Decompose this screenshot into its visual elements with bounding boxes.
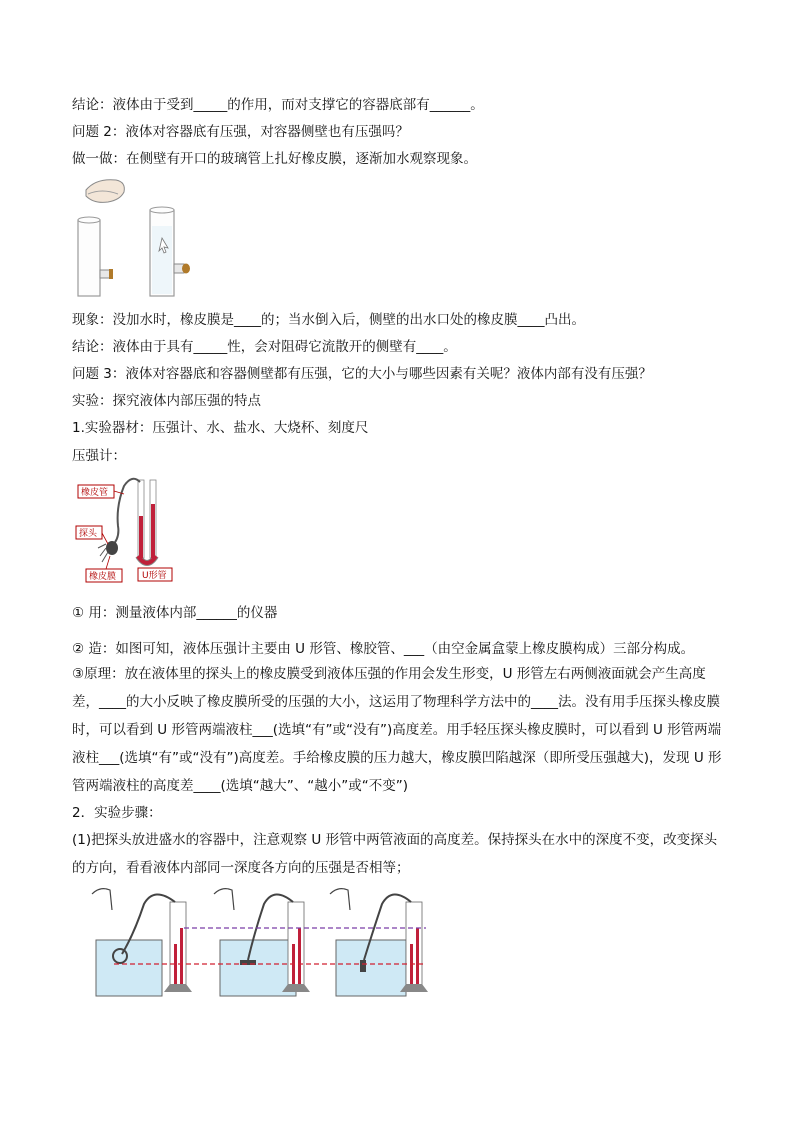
materials: 1.实验器材：压强计、水、盐水、大烧杯、刻度尺: [72, 420, 369, 436]
structure-line: ② 造：如图可知，液体压强计主要由 U 形管、橡胶管、___（由空金属盒蒙上橡皮膜构成）三部分构成。: [72, 641, 695, 657]
steps-heading: 2．实验步骤：: [72, 805, 162, 821]
label-rubber-film: 橡皮膜: [89, 572, 117, 582]
question-3: 问题 3：液体对容器底和容器侧壁都有压强，它的大小与哪些因素有关呢？液体内部有没有压强？: [72, 366, 652, 382]
label-rubber-tube: 橡皮管: [81, 488, 109, 498]
glass-tube-figure: [72, 174, 212, 302]
step-1-paragraph: (1)把探头放进盛水的容器中，注意观察 U 形管中两管液面的高度差。保持探头在水中的深度不变，改变探头的方向，看看液体内部同一深度各方向的压强是否相等；: [72, 832, 718, 876]
experiment-figure: [74, 884, 440, 1002]
conclusion-1: 结论：液体由于受到_____的作用，而对支撑它的容器底部有______。: [72, 97, 484, 113]
question-2: 问题 2：液体对容器底有压强，对容器侧壁也有压强吗？: [72, 124, 409, 140]
label-u-tube: U形管: [142, 571, 167, 581]
experiment-title: 实验：探究液体内部压强的特点: [72, 393, 261, 409]
label-probe: 探头: [79, 529, 98, 539]
pressure-gauge-figure: [72, 476, 182, 584]
principle-paragraph: ③原理：放在液体里的探头上的橡皮膜受到液体压强的作用会发生形变，U 形管左右两侧液面就会产生高度差，____的大小反映了橡皮膜所受的压强的大小，这运用了物理科学方法中的____法。没有用手压探头橡皮膜时，可以看到 U 形管两端液柱___(选填“有”或“没有”)高度差。用手轻压探头橡皮膜时，可以看到 U 形管两端液柱___(选填“有”或“没有”)高度差。手给橡皮膜的压力越大，橡皮膜凹陷越深（即所受压强越大)，发现 U 形管两端液柱的高度差____(选填“越大”、“越小”或“不变”): [72, 666, 722, 794]
gauge-heading: 压强计：: [72, 448, 126, 464]
phenomenon: 现象：没加水时，橡皮膜是____的；当水倒入后，侧壁的出水口处的橡皮膜____凸出。: [72, 312, 585, 328]
conclusion-2: 结论：液体由于具有_____性，会对阻碍它流散开的侧壁有____。: [72, 339, 457, 355]
try-it: 做一做：在侧壁有开口的玻璃管上扎好橡皮膜，逐渐加水观察现象。: [72, 151, 477, 167]
use-line: ① 用：测量液体内部______的仪器: [72, 605, 278, 621]
